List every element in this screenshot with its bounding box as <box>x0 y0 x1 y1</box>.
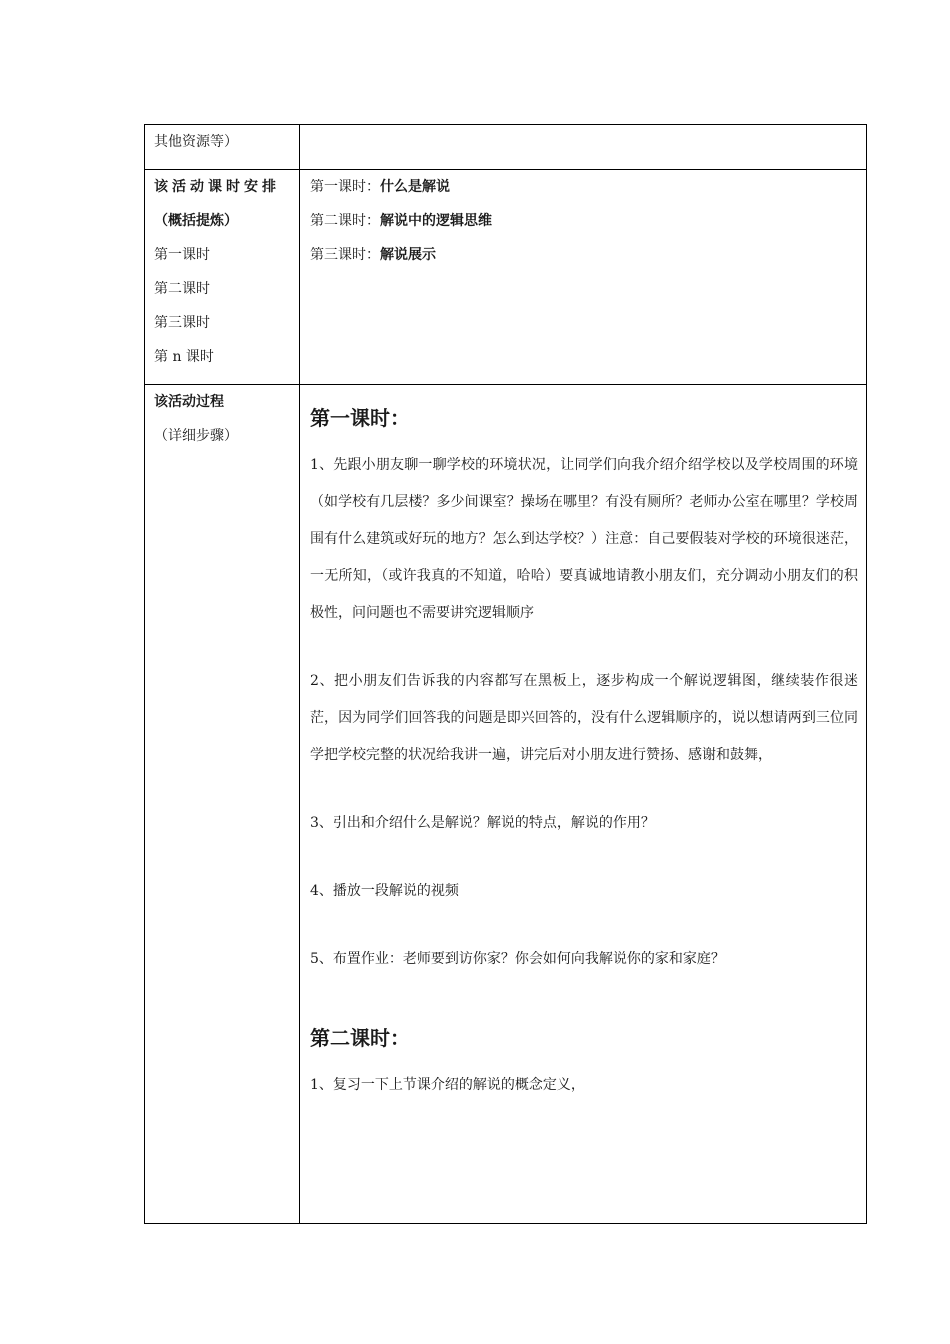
lesson-schedule-item-n: 第 n 课时 <box>154 349 214 365</box>
cell-other-resources-value <box>300 125 867 170</box>
lesson-2-heading: 第二课时： <box>310 1026 410 1050</box>
activity-process-title: 该活动过程 <box>154 394 224 410</box>
other-resources-value <box>310 129 858 163</box>
lesson-schedule-subtitle: （概括提炼） <box>154 213 238 229</box>
activity-plan-table <box>144 124 867 1224</box>
lesson-1-step-4: 4、播放一段解说的视频 <box>310 883 459 899</box>
schedule-entry-2 <box>310 208 858 242</box>
schedule-entry-1-prefix: 第一课时： <box>310 179 380 195</box>
lesson-2-step-1: 1、复习一下上节课介绍的解说的概念定义， <box>310 1077 585 1093</box>
row-other-resources <box>145 125 867 170</box>
schedule-entry-1-value: 什么是解说 <box>380 179 450 195</box>
lesson-schedule-item-3: 第三课时 <box>154 315 210 331</box>
schedule-entry-1 <box>310 174 858 208</box>
lesson-1-heading: 第一课时： <box>310 406 410 430</box>
lesson-1-step-5: 5、布置作业：老师要到访你家？你会如何向我解说你的家和家庭？ <box>310 951 725 967</box>
schedule-entry-2-prefix: 第二课时： <box>310 213 380 229</box>
other-resources-label: 其他资源等） <box>154 134 238 150</box>
cell-lesson-schedule-label <box>145 170 300 385</box>
activity-process-subtitle: （详细步骤） <box>154 428 238 444</box>
schedule-entry-2-value: 解说中的逻辑思维 <box>380 213 492 229</box>
lesson-1-step-3: 3、引出和介绍什么是解说？解说的特点，解说的作用？ <box>310 815 655 831</box>
cell-other-resources-label <box>145 125 300 170</box>
row-lesson-schedule <box>145 170 867 385</box>
lesson-schedule-item-2: 第二课时 <box>154 281 210 297</box>
cell-activity-process-content <box>300 385 867 1224</box>
lesson-schedule-item-1: 第一课时 <box>154 247 210 263</box>
lesson-1-step-1: 1、先跟小朋友聊一聊学校的环境状况，让同学们向我介绍介绍学校以及学校周围的环境（如学校有几层楼？多少间课室？操场在哪里？有没有厕所？老师办公室在哪里？学校周围有什么建筑或好玩的地方？怎么到达学校？）注意：自己要假装对学校的环境很迷茫，一无所知，（或许我真的不知道，哈哈）要真诚地请教小朋友们，充分调动小朋友们的积极性，问问题也不需要讲究逻辑顺序 <box>310 457 858 621</box>
schedule-entry-3-value: 解说展示 <box>380 247 436 263</box>
schedule-entry-3-prefix: 第三课时： <box>310 247 380 263</box>
row-activity-process <box>145 385 867 1224</box>
lesson-schedule-title: 该活动课时安排 <box>154 179 280 195</box>
lesson-1-step-2: 2、把小朋友们告诉我的内容都写在黑板上，逐步构成一个解说逻辑图，继续装作很迷茫，因为同学们回答我的问题是即兴回答的，没有什么逻辑顺序的，说以想请两到三位同学把学校完整的状况给我讲一遍，讲完后对小朋友进行赞扬、感谢和鼓舞， <box>310 673 858 763</box>
schedule-entry-3 <box>310 242 858 276</box>
cell-activity-process-label <box>145 385 300 1224</box>
cell-lesson-schedule-content <box>300 170 867 385</box>
